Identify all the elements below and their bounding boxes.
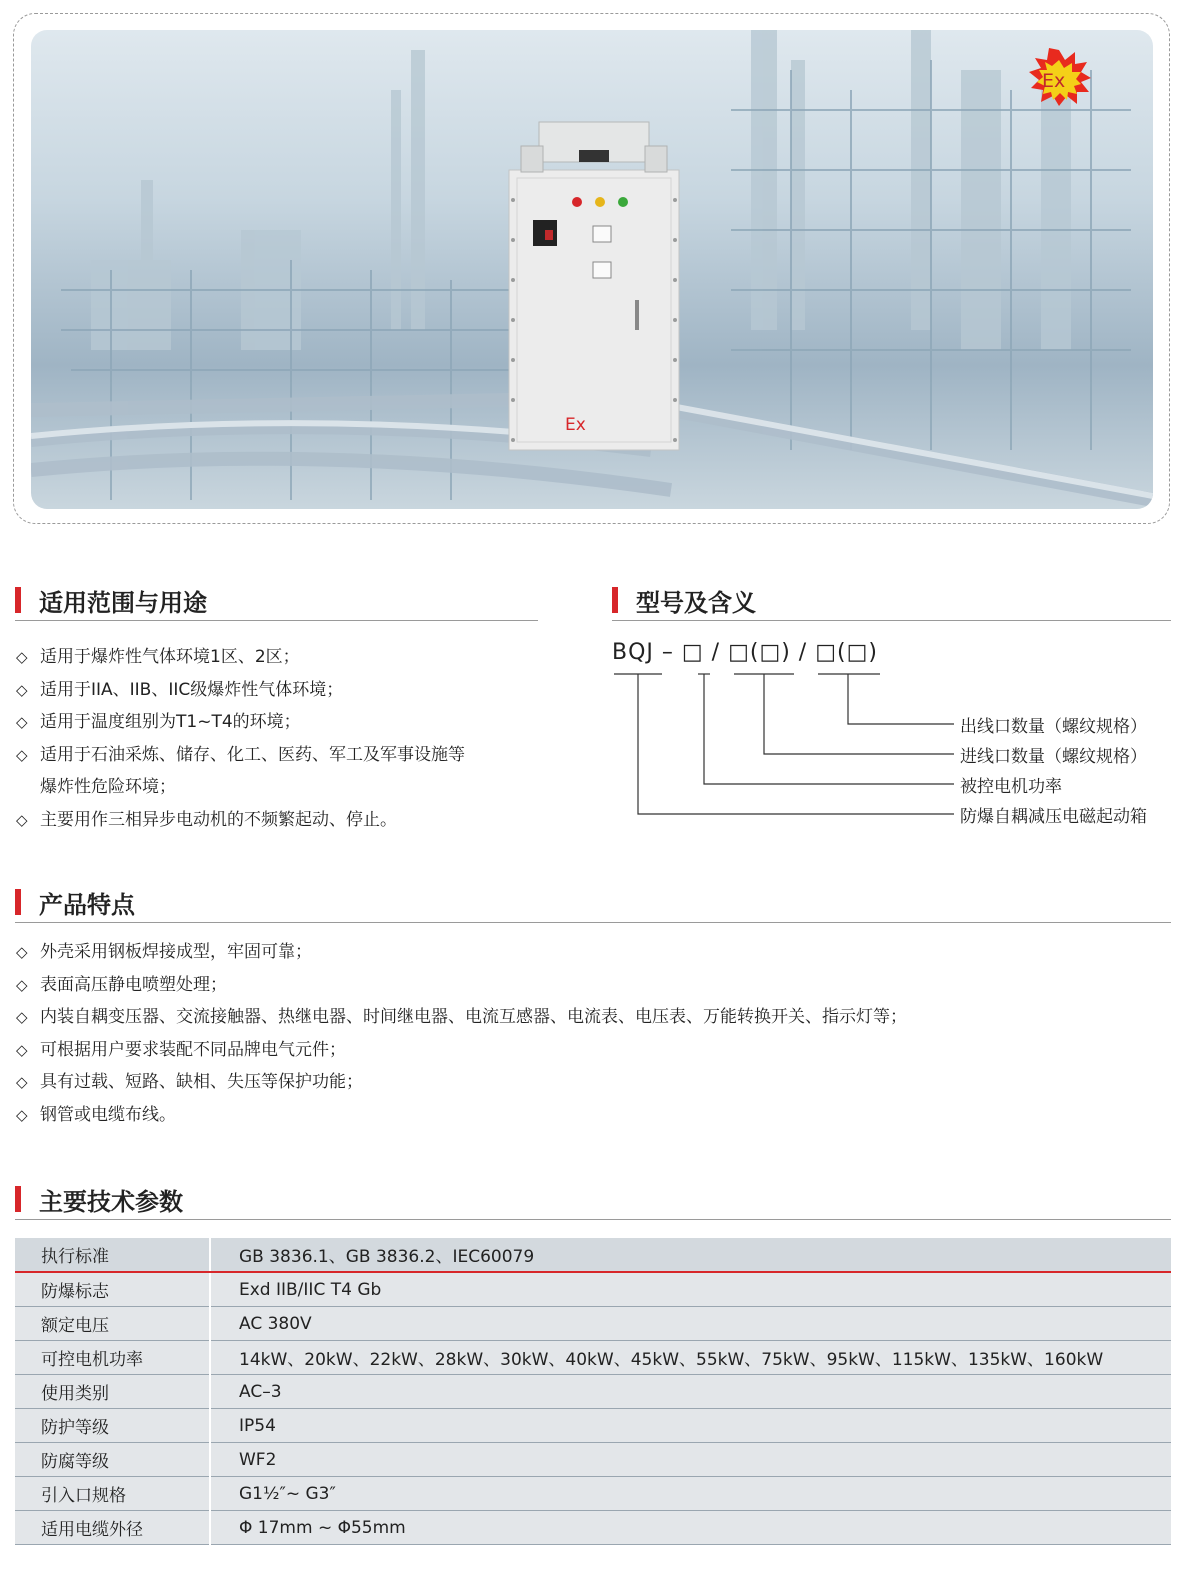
model-code: BQJ – □ / □(□) / □(□) — [612, 640, 878, 665]
features-title: 产品特点 — [39, 891, 135, 919]
section-marker — [612, 587, 618, 613]
param-key: 可控电机功率 — [15, 1341, 210, 1375]
model-label-product: 防爆自耦减压电磁起动箱 — [960, 807, 1147, 827]
param-value: GB 3836.1、GB 3836.2、IEC60079 — [210, 1238, 1171, 1272]
diamond-bullet-icon: ◇ — [16, 810, 28, 829]
diamond-bullet-icon: ◇ — [16, 680, 28, 699]
diamond-bullet-icon: ◇ — [16, 648, 28, 666]
list-item: ◇ 主要用作三相异步电动机的不频繁起动、停止。 — [16, 804, 465, 837]
list-item: ◇ 适用于温度组别为T1~T4的环境； — [16, 706, 465, 739]
model-label-power: 被控电机功率 — [960, 777, 1062, 797]
diamond-bullet-icon: ◇ — [16, 745, 28, 764]
list-item: ◇ 具有过载、短路、缺相、失压等保护功能； — [16, 1066, 907, 1099]
diamond-bullet-icon: ◇ — [16, 1008, 28, 1026]
table-row — [15, 1238, 1171, 1272]
table-row — [15, 1477, 1171, 1511]
param-key: 引入口规格 — [15, 1477, 210, 1511]
param-value: G1½″~ G3″ — [210, 1477, 1171, 1511]
model-label-inlet: 进线口数量（螺纹规格） — [960, 747, 1147, 767]
table-row — [15, 1307, 1171, 1341]
table-row — [15, 1272, 1171, 1307]
badge-ex-mark: Ex — [1042, 70, 1066, 92]
list-item: ◇ 适用于爆炸性气体环境1区、2区； — [16, 641, 465, 674]
scope-list — [16, 641, 465, 836]
diamond-bullet-icon: ◇ — [16, 975, 28, 994]
param-value: AC–3 — [210, 1375, 1171, 1409]
diamond-bullet-icon: ◇ — [16, 713, 28, 731]
param-key: 防腐等级 — [15, 1443, 210, 1477]
param-key: 额定电压 — [15, 1307, 210, 1341]
industrial-plant-illustration — [31, 30, 1153, 509]
diamond-bullet-icon: ◇ — [16, 943, 28, 961]
table-row — [15, 1341, 1171, 1375]
section-marker — [15, 587, 21, 613]
list-item: ◇ 可根据用户要求装配不同品牌电气元件； — [16, 1034, 907, 1067]
model-label-outlet: 出线口数量（螺纹规格） — [960, 717, 1147, 737]
hero-image — [31, 30, 1153, 509]
param-key: 适用电缆外径 — [15, 1511, 210, 1545]
section-marker — [15, 1186, 21, 1212]
params-title: 主要技术参数 — [39, 1188, 183, 1216]
table-row — [15, 1409, 1171, 1443]
param-value: WF2 — [210, 1443, 1171, 1477]
scope-section-header — [15, 585, 538, 621]
model-diagram — [612, 640, 1172, 830]
param-key: 执行标准 — [15, 1238, 210, 1272]
list-item: ◇ 内装自耦变压器、交流接触器、热继电器、时间继电器、电流互感器、电流表、电压表、万能转换开关、指示灯等； — [16, 1001, 907, 1034]
params-table — [15, 1238, 1171, 1545]
param-value: 14kW、20kW、22kW、28kW、30kW、40kW、45kW、55kW、75kW、95kW、115kW、135kW、160kW — [210, 1341, 1171, 1375]
param-key: 防护等级 — [15, 1409, 210, 1443]
param-value: Exd IIB/IIC T4 Gb — [210, 1272, 1171, 1307]
table-row — [15, 1443, 1171, 1477]
scope-title: 适用范围与用途 — [39, 589, 207, 617]
model-section-header — [612, 585, 1171, 621]
diamond-bullet-icon: ◇ — [16, 1105, 28, 1124]
diamond-bullet-icon: ◇ — [16, 1040, 28, 1059]
features-list — [16, 936, 907, 1131]
enclosure-box — [509, 122, 679, 450]
param-key: 使用类别 — [15, 1375, 210, 1409]
table-row — [15, 1375, 1171, 1409]
model-title: 型号及含义 — [636, 589, 756, 617]
param-value: Φ 17mm ~ Φ55mm — [210, 1511, 1171, 1545]
section-marker — [15, 889, 21, 915]
list-item: ◇ 适用于石油采炼、储存、化工、医药、军工及军事设施等 — [16, 739, 465, 772]
list-item: ◇ 适用于IIA、IIB、IIC级爆炸性气体环境； — [16, 674, 465, 707]
diamond-bullet-icon: ◇ — [16, 1073, 28, 1091]
features-section-header — [15, 887, 1171, 923]
param-value: IP54 — [210, 1409, 1171, 1443]
list-item: ◇ 钢管或电缆布线。 — [16, 1099, 907, 1132]
params-section-header — [15, 1184, 1171, 1220]
box-ex-mark: Ex — [565, 415, 586, 435]
list-item: ◇ 外壳采用钢板焊接成型，牢固可靠； — [16, 936, 907, 969]
table-row — [15, 1511, 1171, 1545]
param-value: AC 380V — [210, 1307, 1171, 1341]
param-key: 防爆标志 — [15, 1272, 210, 1307]
list-item-continuation: 爆炸性危险环境； — [40, 777, 176, 797]
list-item: ◇ 表面高压静电喷塑处理； — [16, 969, 907, 1002]
